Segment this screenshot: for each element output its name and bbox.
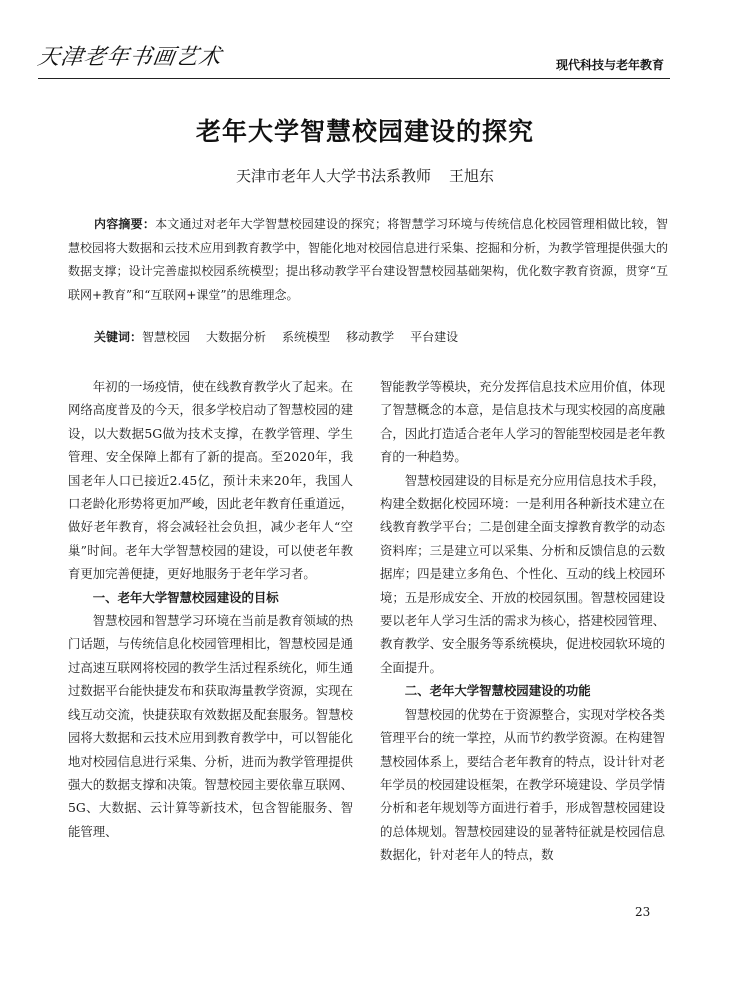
author-name: 王旭东 — [449, 167, 495, 185]
body-paragraph: 智慧校园建设的目标是充分应用信息技术手段，构建全数据化校园环境：一是利用各种新技术建立在线教育教学平台；二是创建全面支撑教育教学的动态资料库；三是建立可以采集、分析和反馈信息的云数据库；四是建立多角色、个性化、互动的线上校园环境；五是形成安全、开放的校园氛围。智慧校园建设要以老年人学习生活的需求为核心，搭建校园管理、教育教学、安全服务等系统模块，促进校园软环境的全面提升。 — [380, 472, 665, 675]
section-heading: 二、老年大学智慧校园建设的功能 — [404, 683, 591, 699]
body-paragraph: 年初的一场疫情，使在线教育教学火了起来。在网络高度普及的今天，很多学校启动了智慧校园的建设，以大数据5G做为技术支撑，在教学管理、学生管理、安全保障上都有了新的提高。至2020年，我国老年人口已接近2.45亿，预计未来20年，我国人口老龄化形势将更加严峻，因此老年教育任重道远，做好老年教育，将会减轻社会负担，减少老年人“空巢”时间。老年大学智慧校园的建设，可以使老年教育更加完善便捷，更好地服务于老年学习者。 — [68, 379, 353, 582]
abstract-text: 本文通过对老年大学智慧校园建设的探究；将智慧学习环境与传统信息化校园管理相做比较，智慧校园将大数据和云技术应用到教育教学中，智能化地对校园信息进行采集、挖掘和分析，为教学管理提供强大的数据支撑；设计完善虚拟校园系统模型；提出移动教学平台建设智慧校园基础架构，优化数字教育资源，贯穿“互联网+教育”和“互联网+课堂”的思维理念。 — [68, 217, 669, 302]
keywords — [68, 326, 668, 350]
section-heading: 一、老年大学智慧校园建设的目标 — [92, 589, 279, 605]
article-title: 老年大学智慧校园建设的探究 — [195, 117, 534, 146]
keywords-label: 关键词： — [94, 330, 143, 344]
keyword: 大数据分析 — [206, 330, 267, 344]
keyword: 平台建设 — [410, 330, 459, 344]
keyword: 系统模型 — [282, 330, 331, 344]
body-column-left — [68, 375, 353, 843]
byline — [0, 165, 730, 186]
keyword: 移动教学 — [346, 330, 395, 344]
body-column-right — [380, 375, 665, 867]
page-number: 23 — [635, 905, 651, 919]
header-rule — [38, 78, 670, 79]
journal-masthead: 天津老年书画艺术 — [35, 45, 224, 70]
section-name: 现代科技与老年教育 — [555, 58, 664, 72]
keyword: 智慧校园 — [142, 330, 191, 344]
body-paragraph: 智能教学等模块，充分发挥信息技术应用价值，体现了智慧概念的本意，是信息技术与现实校园的高度融合，因此打造适合老年人学习的智能型校园是老年教育的一种趋势。 — [380, 379, 665, 465]
body-paragraph: 智慧校园和智慧学习环境在当前是教育领域的热门话题，与传统信息化校园管理相比，智慧校园是通过高速互联网将校园的教学生活过程系统化，师生通过数据平台能快捷发布和获取海量教学资源，实现在线互动交流，快捷获取有效数据及配套服务。智慧校园将大数据和云技术应用到教育教学中，可以智能化地对校园信息进行采集、分析，进而为教学管理提供强大的数据支撑和决策。智慧校园主要依靠互联网、5G、大数据、云计算等新技术，包含智能服务、智能管理、 — [68, 613, 353, 839]
abstract — [68, 213, 668, 307]
abstract-label: 内容摘要： — [94, 217, 156, 231]
body-paragraph: 智慧校园的优势在于资源整合，实现对学校各类管理平台的统一掌控，从而节约教学资源。在构建智慧校园体系上，要结合老年教育的特点，设计针对老年学员的校园建设框架，在教学环境建设、学员学情分析和老年规划等方面进行着手，形成智慧校园建设的总体规划。智慧校园建设的显著特征就是校园信息数据化，针对老年人的特点，数 — [380, 706, 665, 863]
author-affiliation: 天津市老年人大学书法系教师 — [235, 167, 431, 185]
